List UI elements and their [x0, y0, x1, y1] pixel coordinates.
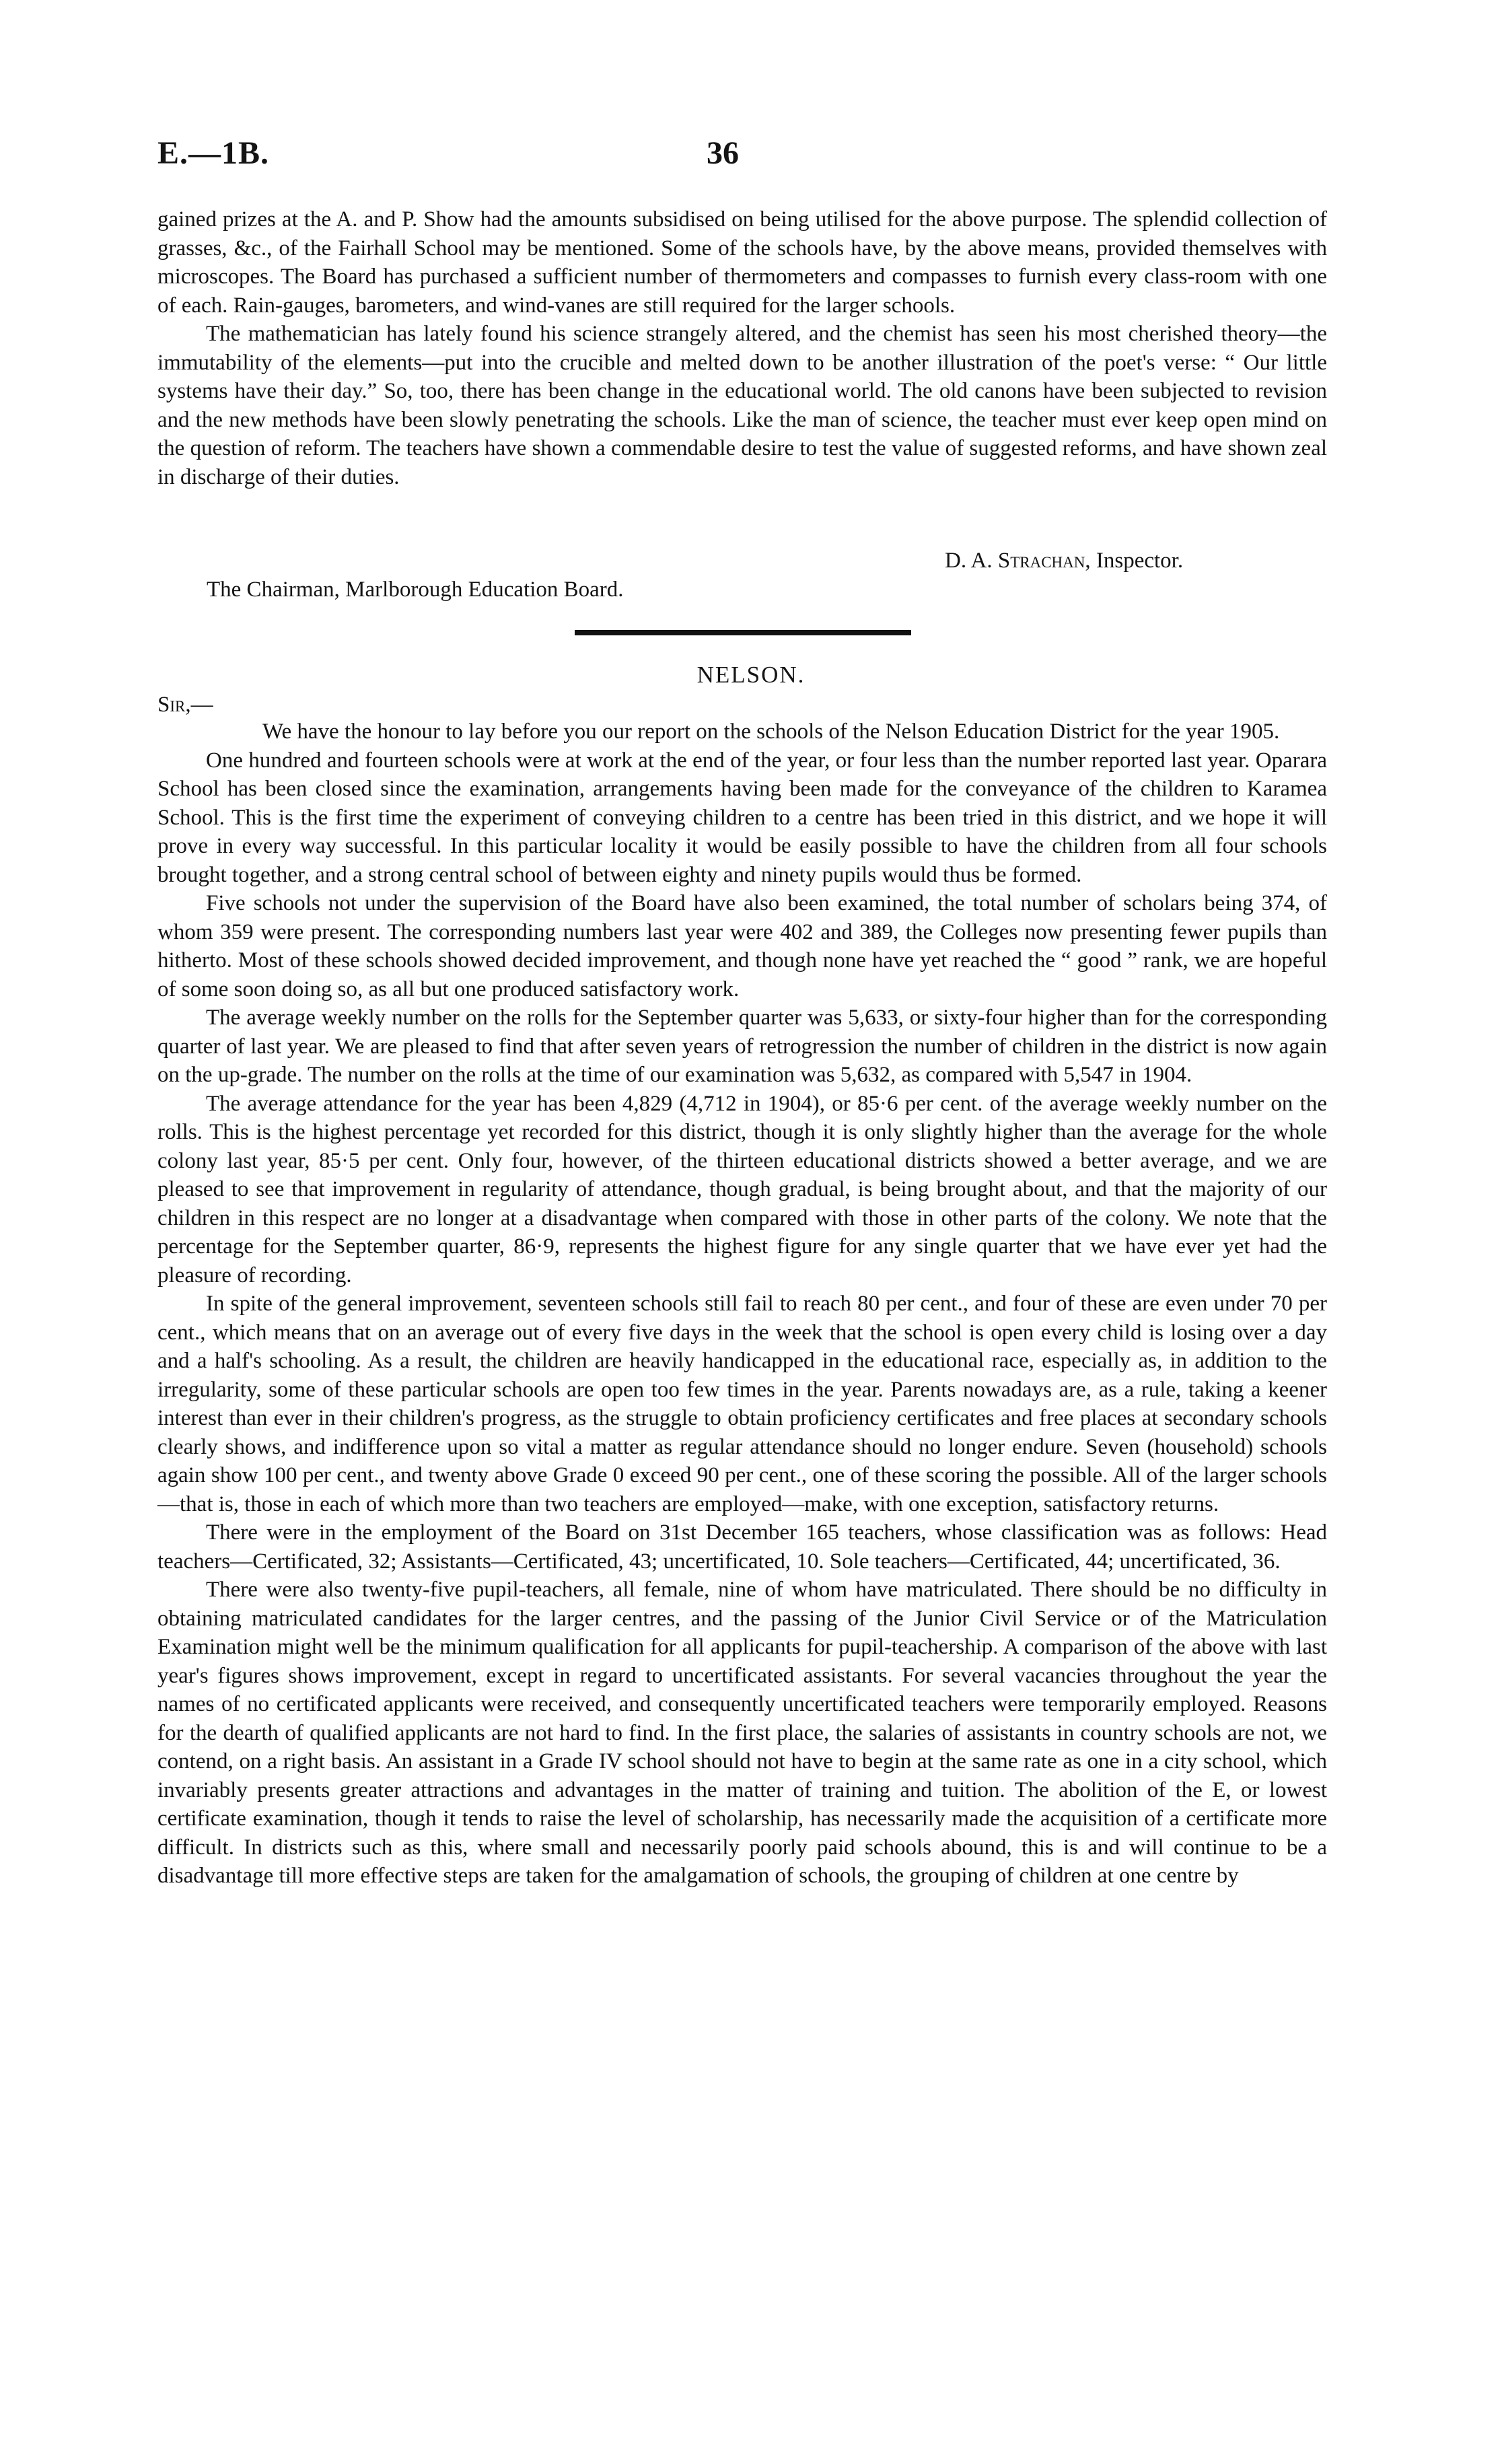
continuation-paragraph: gained prizes at the A. and P. Show had the amounts subsidised on being utilised for the above purpose. The splendid collection of grasses, &c., of the Fairhall School may be mentioned. Some of the schools have, by the above means, provided themselves with microscopes. The Board has purchased a sufficient number of thermometers and compasses to furnish every class-room with one of each. Rain-gauges, barometers, and wind-vanes are still required for the larger schools. [157, 207, 1327, 318]
document-reference: E.—1B. [157, 135, 270, 171]
body-paragraph: There were in the employment of the Board on 31st December 165 teachers, whose classification was as follows: Head teachers—Certificated, 32; Assistants—Certificated, 43; uncertificated, 10. Sole teachers—Certificated, 44; uncertificated, 36. [157, 1520, 1327, 1574]
page-header [157, 135, 1328, 175]
body-paragraph: The mathematician has lately found his science strangely altered, and the chemist has seen his most cherished theory—the immutability of the elements—put into the crucible and melted down to be another illustration of the poet's verse: “ Our little systems have their day.” So, too, there has been change in the educational world. The old canons have been subjected to revision and the new methods have been slowly penetrating the schools. Like the man of science, the teacher must ever keep open mind on the question of reform. The teachers have shown a commendable desire to test the value of suggested reforms, and have shown zeal in discharge of their duties. [157, 322, 1327, 489]
body-paragraph: Five schools not under the supervision of the Board have also been examined, the total number of scholars being 374, of whom 359 were present. The corresponding numbers last year were 402 and 389, the Colleges now presenting fewer pupils than hitherto. Most of these schools showed decided improvement, and though none have yet reached the “ good ” rank, we are hopeful of some soon doing so, as all but one produced satisfactory work. [157, 891, 1327, 1001]
body-paragraph: In spite of the general improvement, seventeen schools still fail to reach 80 per cent., and four of these are even under 70 per cent., which means that on an average out of every five days in the week that the school is open every child is losing over a day and a half's schooling. As a result, the children are heavily handicapped in the educational race, especially as, in addition to the irregularity, some of these particular schools are open too few times in the year. Parents nowadays are, as a rule, taking a keener interest than ever in their children's progress, as the struggle to obtain proficiency certificates and free places at secondary schools clearly shows, and indifference upon so vital a matter as regular attendance should no longer endure. Seven (household) schools again show 100 per cent., and twenty above Grade 0 exceed 90 per cent., one of these scoring the possible. All of the larger schools—that is, those in each of which more than two teachers are employed—make, with one exception, satisfactory returns. [157, 1292, 1327, 1516]
salutation: Sir,— [157, 693, 213, 717]
body-paragraph: One hundred and fourteen schools were at work at the end of the year, or four less than the number reported last year. Oparara School has been closed since the examination, arrangements having been made for the conveyance of the children to Karamea School. This is the first time the experiment of conveying children to a centre has been tried in this district, and we hope it will prove in every way successful. In this particular locality it would be easily possible to have the children from all four schools brought together, and a strong central school of between eighty and ninety pupils would thus be formed. [157, 748, 1327, 887]
nelson-report-body [157, 717, 1327, 1891]
section-title: NELSON. [696, 662, 806, 688]
body-paragraph: The average attendance for the year has been 4,829 (4,712 in 1904), or 85·6 per cent. of the average weekly number on the rolls. This is the highest percentage yet recorded for this district, though it is only slightly higher than the average for the whole colony last year, 85·5 per cent. Only four, however, of the thirteen educational districts showed a better average, and we are pleased to see that improvement in regularity of attendance, though gradual, is being brought about, and that the majority of our children in this respect are no longer at a disadvantage when compared with those in other parts of the colony. We note that the percentage for the September quarter, 86·9, represents the highest figure for any single quarter that we have ever yet had the pleasure of recording. [157, 1091, 1327, 1288]
opening-paragraph: We have the honour to lay before you our report on the schools of the Nelson Education District for the year 1905. [262, 719, 1280, 744]
signatory-name: D. A. Strachan [945, 549, 1085, 573]
body-paragraph: There were also twenty-five pupil-teachers, all female, nine of whom have matriculated. There should be no difficulty in obtaining matriculated candidates for the larger centres, and the passing of the Junior Civil Service or of the Matriculation Examination might well be the minimum qualification for all applicants for pupil-teachership. A comparison of the above with last year's figures shows improvement, except in regard to uncertificated assistants. For several vacancies throughout the year the names of no certificated applicants were received, and consequently uncertificated teachers were temporarily employed. Reasons for the dearth of qualified applicants are not hard to find. In the first place, the salaries of assistants in country schools are not, we contend, on a right basis. An assistant in a Grade IV school should not have to begin at the same rate as one in a city school, which invariably presents greater attractions and advantages in the matter of training and tuition. The abolition of the E, or lowest certificate examination, though it tends to raise the level of scholarship, has necessarily made the acquisition of a certificate more difficult. In districts such as this, where small and necessarily poorly paid schools abound, this is and will continue to be a disadvantage till more effective steps are taken for the amalgamation of schools, the grouping of children at one centre by [157, 1578, 1327, 1888]
section-divider [575, 630, 911, 635]
addressee-line: The Chairman, Marlborough Education Board. [207, 577, 624, 602]
body-paragraph: The average weekly number on the rolls for the September quarter was 5,633, or sixty-four higher than for the corresponding quarter of last year. We are pleased to find that after seven years of retrogression the number of children in the district is now again on the up-grade. The number on the rolls at the time of our examination was 5,632, as compared with 5,547 in 1904. [157, 1006, 1327, 1087]
signatory-title: , Inspector. [1085, 549, 1184, 573]
marlborough-report-ending [157, 205, 1327, 491]
page-number: 36 [707, 135, 739, 171]
inspector-signature [945, 547, 1183, 575]
